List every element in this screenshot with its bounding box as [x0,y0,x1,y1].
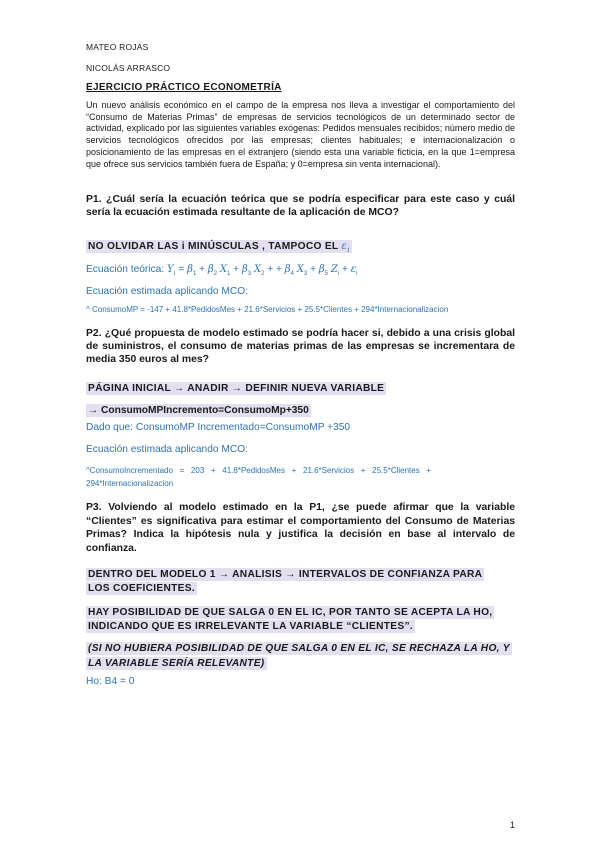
theoretical-formula: $Y_i = \beta_1 + \beta_2$ $X_1 + \beta_3$ $X_2$ + + $\beta_4$ $X_3 + \beta_5$ $Z_i + \varepsilon_i$ [167,264,358,278]
p1-theoretical-equation [86,264,357,277]
author-name-1: MATEO ROJAS [86,42,149,52]
p1-note [86,236,352,257]
page-number: 1 [510,820,516,830]
p2-estimated-equation-line-1: ^ConsumoIncrementado = 203 + 41.8*PedidosMes + 21.6*Servicios + 25.5*Clientes + [86,466,432,475]
question-p2: P2. ¿Qué propuesta de modelo estimado se podría hacer si, debido a una crisis global de suministros, el consumo de materias primas de las empresas se incrementara de media 350 euros al mes? [86,328,515,365]
p3-step-2-line-2: INDICANDO QUE ES IRRELEVANTE LA VARIABLE “CLIENTES”. [88,621,414,632]
p3-step-3-line-1: (SI NO HUBIERA POSIBILIDAD DE QUE SALGA 0 EN EL IC, SE RECHAZA LA HO, Y [88,643,510,654]
intro-paragraph: Un nuevo análisis económico en el campo de la empresa nos lleva a investigar el comportamiento del “Consumo de Materias Primas” de empresas de servicios tecnológicos de un determinado sector de actividad, explicado por las siguientes variables exógenas: Pedidos mensuales recibidos; número medio de servicios tecnológicos ofrecidos por las empresas; clientes habituales; e internacionalización o posicionamiento de las empresas en el extranjero (siendo esta una variable ficticia, en la que 1=empresa que ofrece sus servicios también fuera de España; y 0=empresa sin venta internacional). [86,100,515,169]
p1-estimated-label: Ecuación estimada aplicando MCO: [86,286,248,297]
p3-null-hypothesis: Ho: B4 = 0 [86,676,135,687]
p2-step-1: PÁGINA INICIAL → ANADIR → DEFINIR NUEVA VARIABLE [88,383,385,394]
author-name-2: NICOLÁS ARRASCO [86,63,171,73]
document-title: EJERCICIO PRÁCTICO ECONOMETRÍA [86,82,282,93]
p3-step-1-line-1: DENTRO DEL MODELO 1 → ANALISIS → INTERVALOS DE CONFIANZA PARA [88,569,483,580]
p3-step-2-line-1: HAY POSIBILIDAD DE QUE SALGA 0 EN EL IC, POR TANTO SE ACEPTA LA HO, [88,607,493,618]
question-p3: P3. Volviendo al modelo estimado en la P1, ¿se puede afirmar que la variable “Clientes” es significativa para estimar el comportamiento del Consumo de Materias Primas? Indica la hipótesis nula y justifica la decisión en base al intervalo de confianza. [86,502,515,554]
epsilon-symbol: $\varepsilon_i$ [341,241,350,255]
p1-note-text: NO OLVIDAR LAS i MINÚSCULAS , TAMPOCO EL [88,241,339,252]
p2-step-2: → ConsumoMPIncremento=ConsumoMp+350 [88,405,309,416]
p2-estimated-label: Ecuación estimada aplicando MCO: [86,444,248,455]
theoretical-label: Ecuación teórica: [86,264,165,275]
p3-step-1-line-2: LOS COEFICIENTES. [88,583,195,594]
p2-estimated-equation-line-2: 294*Internacionalizacion [86,479,174,488]
p2-given: Dado que: ConsumoMP Incrementado=ConsumoMP +350 [86,422,351,433]
p3-step-3-line-2: LA VARIABLE SERÍA RELEVANTE) [88,658,265,669]
question-p1: P1. ¿Cuál sería la ecuación teórica que se podría especificar para este caso y cuál sería la ecuación estimada resultante de la aplicación de MCO? [86,194,515,218]
p1-estimated-equation: ^ ConsumoMP = -147 + 41.8*PedidosMes + 21.6*Servicios + 25.5*Clientes + 294*Internacionalizacion [86,305,449,314]
